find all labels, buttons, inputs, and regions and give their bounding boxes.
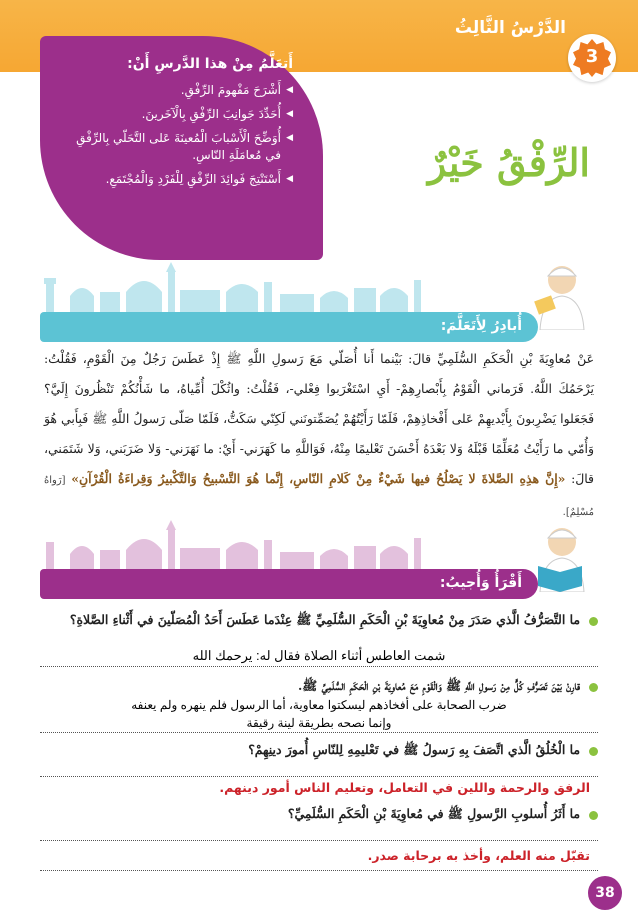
answer-line: [40, 870, 598, 871]
answer-2-line-2: وإنما نصحه بطريقة لينة رقيقة: [246, 716, 392, 730]
green-bullet-icon: [589, 617, 598, 626]
question-4: [40, 806, 598, 825]
answer-line: [40, 840, 598, 841]
objective-text: أُحَدِّدَ جَوانِبَ الرِّفْقِ بِالْآخَرينَ.: [141, 107, 281, 121]
lesson-label: الدَّرْسُ الثَّالِثُ: [454, 18, 566, 38]
reading-passage: [40, 342, 598, 518]
reading-text: عَنْ مُعاوِيَةَ بْنِ الْحَكَمِ السُّلَمِيِّ قالَ: بَيْنما أَنا أُصَلّي مَعَ رَسولِ اللَّهِ ﷺ إِذْ عَطَسَ رَجُلٌ مِنَ الْقَوْمِ، فَقُلْتُ: يَرْحَمُكَ اللَّهُ. فَرَماني الْقَوْمُ بِأَبْصارِهِمْ- أَيِ اسْتَغْرَبوا فِعْلي-، فَقُلْتُ: واثُكْلَ أُمِّياهُ، ما شَأْنُكُمْ تَنْظُرونَ إِلَيَّ؟ فَجَعَلوا يَضْرِبونَ بِأَيْديهِمْ عَلى أَفْخاذِهِمْ، فَلَمّا رَأَيْتُهُمْ يُصَمِّتونَني لَكِنّي سَكَتُّ، فَلَمّا صَلّى رَسولُ اللَّهِ ﷺ فَبِأَبي هُوَ وَأُمّي ما رَأَيْتُ مُعَلِّمًا قَبْلَهُ وَلا بَعْدَهُ أَحْسَنَ تَعْليمًا مِنْهُ، فَوَاللَّهِ ما كَهَرَني- أَيْ: ما نَهَرَني- وَلا ضَرَبَني، وَلا شَتَمَني، قالَ:: [44, 351, 594, 486]
question-text: قارِنْ بَيْنَ تَصَرُّفِ كُلٍّ مِنْ رَسولِ اللَّهِ ﷺ وَالْقَوْمِ مَعَ مُعاوِيَةَ بْنِ الْحَكَمِ السُّلَمِيِّ ﷺ.: [297, 678, 580, 693]
triangle-bullet-icon: ◀: [286, 133, 293, 143]
skyline-illustration: [40, 520, 435, 574]
objective-text: أَسْتَنْتِجَ فَوائِدَ الرِّفْقِ لِلْفَرْدِ وَالْمُجْتَمَعِ.: [105, 172, 281, 186]
skyline-illustration: [40, 262, 435, 316]
green-bullet-icon: [589, 683, 598, 692]
question-text: ما الْخُلُقُ الَّذي اتَّصَفَ بِهِ رَسولُ ﷺ في تَعْليمِهِ لِلنّاسِ أُمورَ دينِهِمْ؟: [248, 742, 580, 757]
lesson-number-badge: [568, 34, 616, 82]
question-2: [40, 678, 598, 697]
section-title: أُبادِرُ لِأَتَعَلَّمَ:: [440, 318, 522, 334]
triangle-bullet-icon: ◀: [286, 174, 293, 184]
answer-3: الرفق والرحمة واللين في التعامل، وتعليم الناس أمور دينهم.: [219, 780, 590, 795]
answer-line: [40, 666, 598, 667]
objective-text: أَشْرَحَ مَفْهومَ الرِّفْقِ.: [180, 83, 281, 97]
lesson-title: الرِّفْقُ خَيْرٌ: [427, 140, 590, 185]
answer-line: [40, 776, 598, 777]
question-3: [40, 742, 598, 761]
hadith-quote: «إِنَّ هذِهِ الصَّلاةَ لا يَصْلُحُ فيها شَيْءٌ مِنْ كَلامِ النّاسِ، إِنَّما هُوَ التَّسْبيحُ وَالتَّكْبيرُ وَقِراءَةُ الْقُرْآنِ»: [71, 471, 566, 486]
green-bullet-icon: [589, 747, 598, 756]
section-title: أَقْرَأُ وَأُجيبُ:: [439, 575, 522, 591]
objective-text: أُوَضِّحَ الْأَسْبابَ الْمُعينَةَ عَلى التَّحَلّي بِالرِّفْقِ في مُعامَلَةِ النّاسِ.: [76, 131, 281, 162]
answer-1: شمت العاطس أثناء الصلاة فقال له: يرحمك الله: [192, 648, 446, 663]
objectives-title: أَتعَلَّمُ مِنْ هذا الدَّرسِ أَنْ:: [127, 56, 293, 72]
page-number: 38: [588, 876, 622, 910]
objective-item: [66, 82, 293, 99]
answer-4: تقبّل منه العلم، وأخذ به برحابة صدر.: [367, 848, 590, 863]
objective-item: [66, 130, 293, 164]
question-text: ما التَّصَرُّفُ الَّذي صَدَرَ مِنْ مُعاوِيَةَ بْنِ الْحَكَمِ السُّلَمِيِّ ﷺ عِنْدَما عَطَسَ أَحَدُ الْمُصَلّينَ في أَثْناءِ الصَّلاةِ؟: [69, 612, 580, 627]
objectives-card: [40, 36, 323, 260]
triangle-bullet-icon: ◀: [286, 109, 293, 119]
boy-reading-book-icon: [532, 520, 590, 592]
question-text: ما أَثَرُ أُسلوبِ الرَّسولِ ﷺ في مُعاوِيَةَ بْنِ الْحَكَمِ السُّلَمِيِّ؟: [287, 806, 580, 821]
answer-2-line-1: ضرب الصحابة على أفخاذهم ليسكتوا معاوية، أما الرسول فلم ينهره ولم يعنفه: [131, 698, 507, 712]
question-1: [40, 612, 598, 631]
hadith-reference: [رَواهُ مُسْلِمٌ].: [44, 475, 594, 518]
section-header-read-answer: [40, 569, 538, 599]
boy-with-tablet-icon: [532, 258, 590, 330]
answer-line: [40, 732, 598, 733]
section-header-initiate: [40, 312, 538, 342]
objective-item: [66, 171, 293, 188]
objective-item: [66, 106, 293, 123]
lesson-number: 3: [585, 46, 599, 67]
triangle-bullet-icon: ◀: [286, 85, 293, 95]
green-bullet-icon: [589, 811, 598, 820]
